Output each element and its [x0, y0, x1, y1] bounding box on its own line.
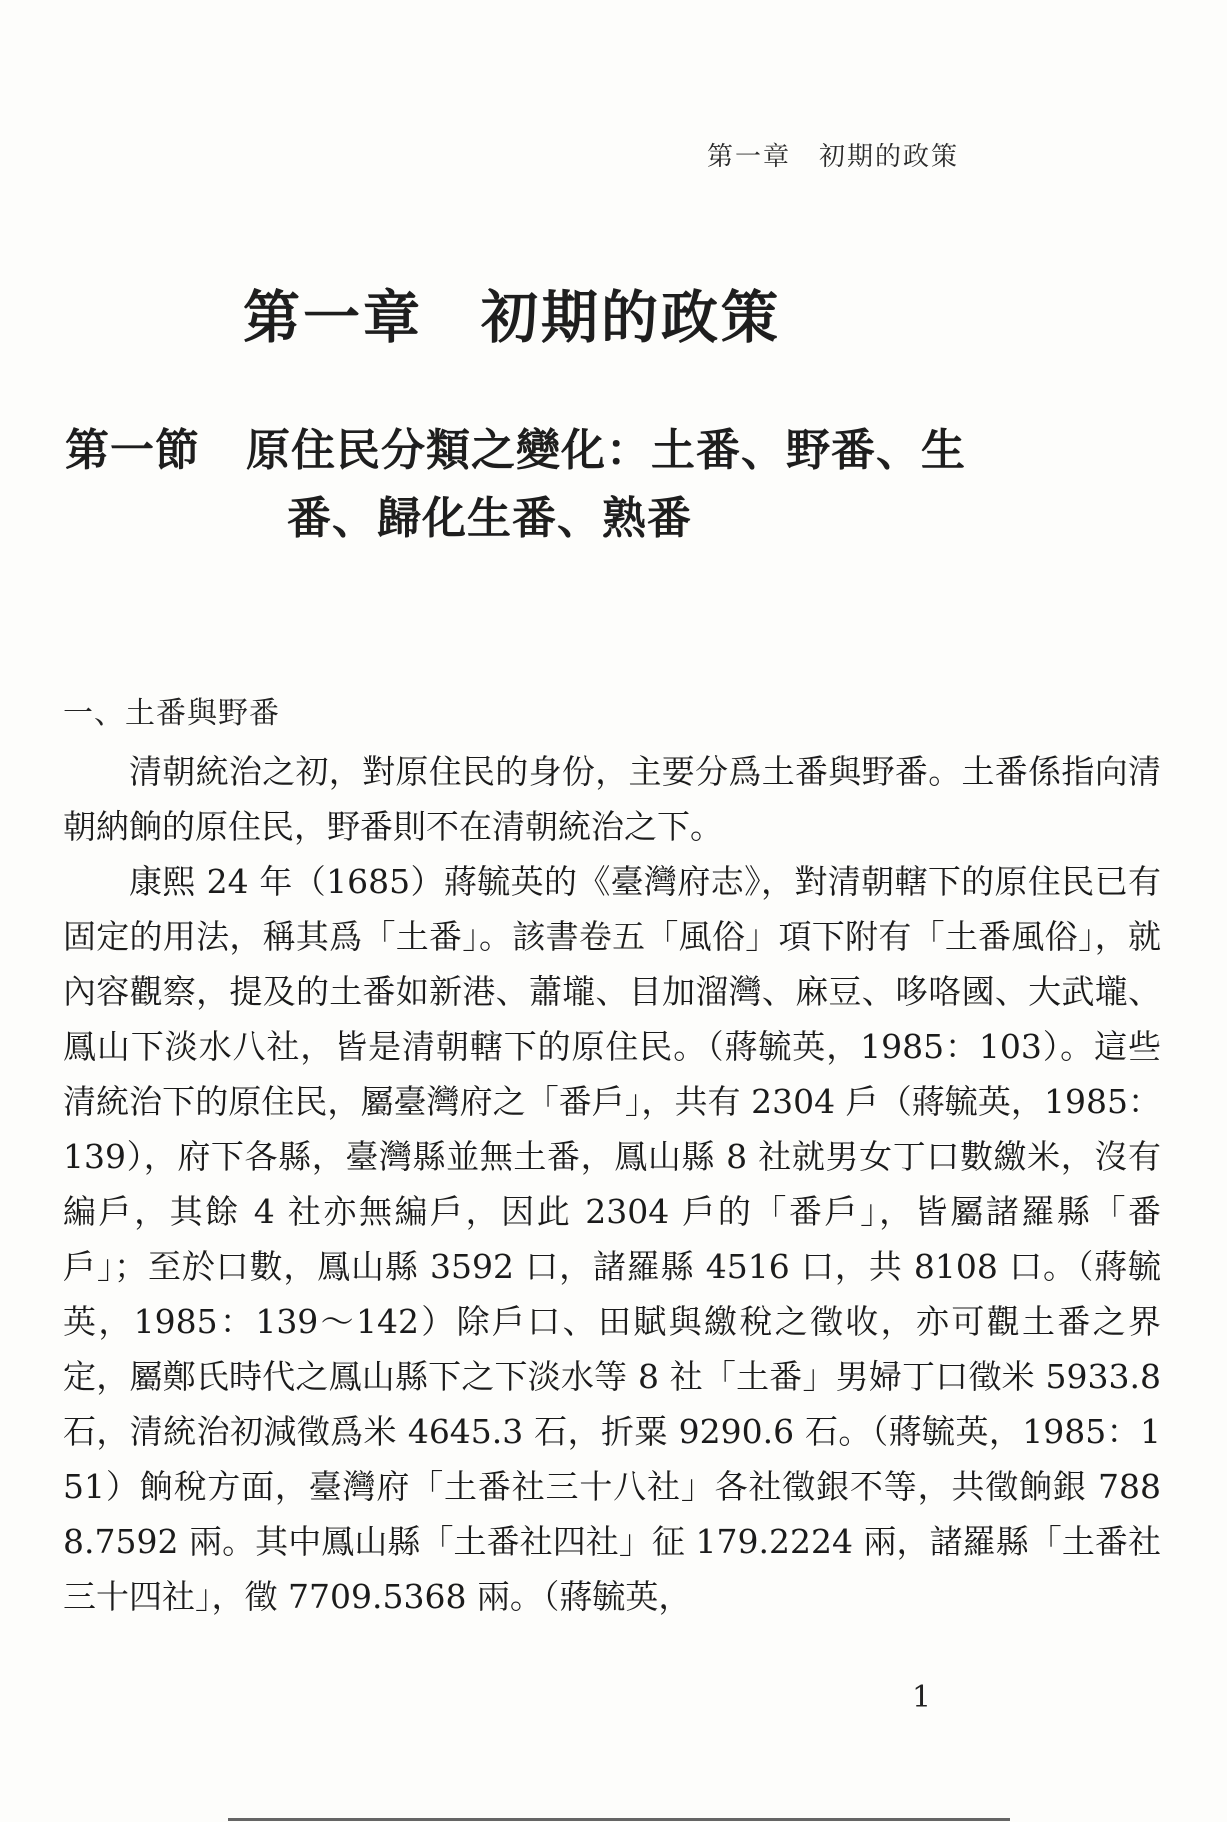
chapter-title — [243, 272, 781, 354]
section-heading-line2: 番、歸化生番、熟番 — [287, 493, 692, 544]
running-head: 第一章 初期的政策 — [706, 142, 959, 172]
section-number: 第一節 — [65, 425, 200, 476]
body-paragraph-1: 清朝統治之初，對原住民的身份，主要分爲土番與野番。土番係指向清朝納餉的原住民，野番則不在清朝統治之下。 — [63, 752, 1161, 846]
body-paragraph-2: 康熙 24 年（1685）蔣毓英的《臺灣府志》，對清朝轄下的原住民已有固定的用法，稱其爲「土番」。該書卷五「風俗」項下附有「土番風俗」，就內容觀察，提及的土番如新港、蕭壠、目加溜灣、麻豆、哆咯國、大武壠、鳳山下淡水八社，皆是清朝轄下的原住民。（蔣毓英，1985：103）。這些清統治下的原住民，屬臺灣府之「番戶」，共有 2304 戶（蔣毓英，1985：139），府下各縣，臺灣縣並無土番，鳳山縣 8 社就男女丁口數繳米，沒有編戶，其餘 4 社亦無編戶，因此 2304 戶的「番戶」，皆屬諸羅縣「番戶」；至於口數，鳳山縣 3592 口，諸羅縣 4516 口，共 8108 口。（蔣毓英，1985：139～142）除戶口、田賦與繳稅之徵收，亦可觀土番之界定，屬鄭氏時代之鳳山縣下之下淡水等 8 社「土番」男婦丁口徵米 5933.8 石，清統治初減徵爲米 4645.3 石，折粟 9290.6 石。（蔣毓英，1985：151）餉稅方面，臺灣府「土番社三十八社」各社徵銀不等，共徵餉銀 7888.7592 兩。其中鳳山縣「土番社四社」征 179.2224 兩，諸羅縣「土番社三十四社」，徵 7709.5368 兩。（蔣毓英， — [63, 862, 1161, 1616]
chapter-number: 第一章 — [243, 284, 423, 351]
chapter-name: 初期的政策 — [481, 284, 781, 351]
body-text-block — [63, 744, 1161, 1624]
subsection-heading: 一、土番與野番 — [63, 696, 280, 731]
scan-edge-artifact — [228, 1818, 1010, 1821]
section-title-text: 原住民分類之變化：土番、野番、生 — [246, 425, 966, 476]
section-heading-line1 — [65, 414, 966, 478]
page-number: 1 — [912, 1680, 932, 1715]
